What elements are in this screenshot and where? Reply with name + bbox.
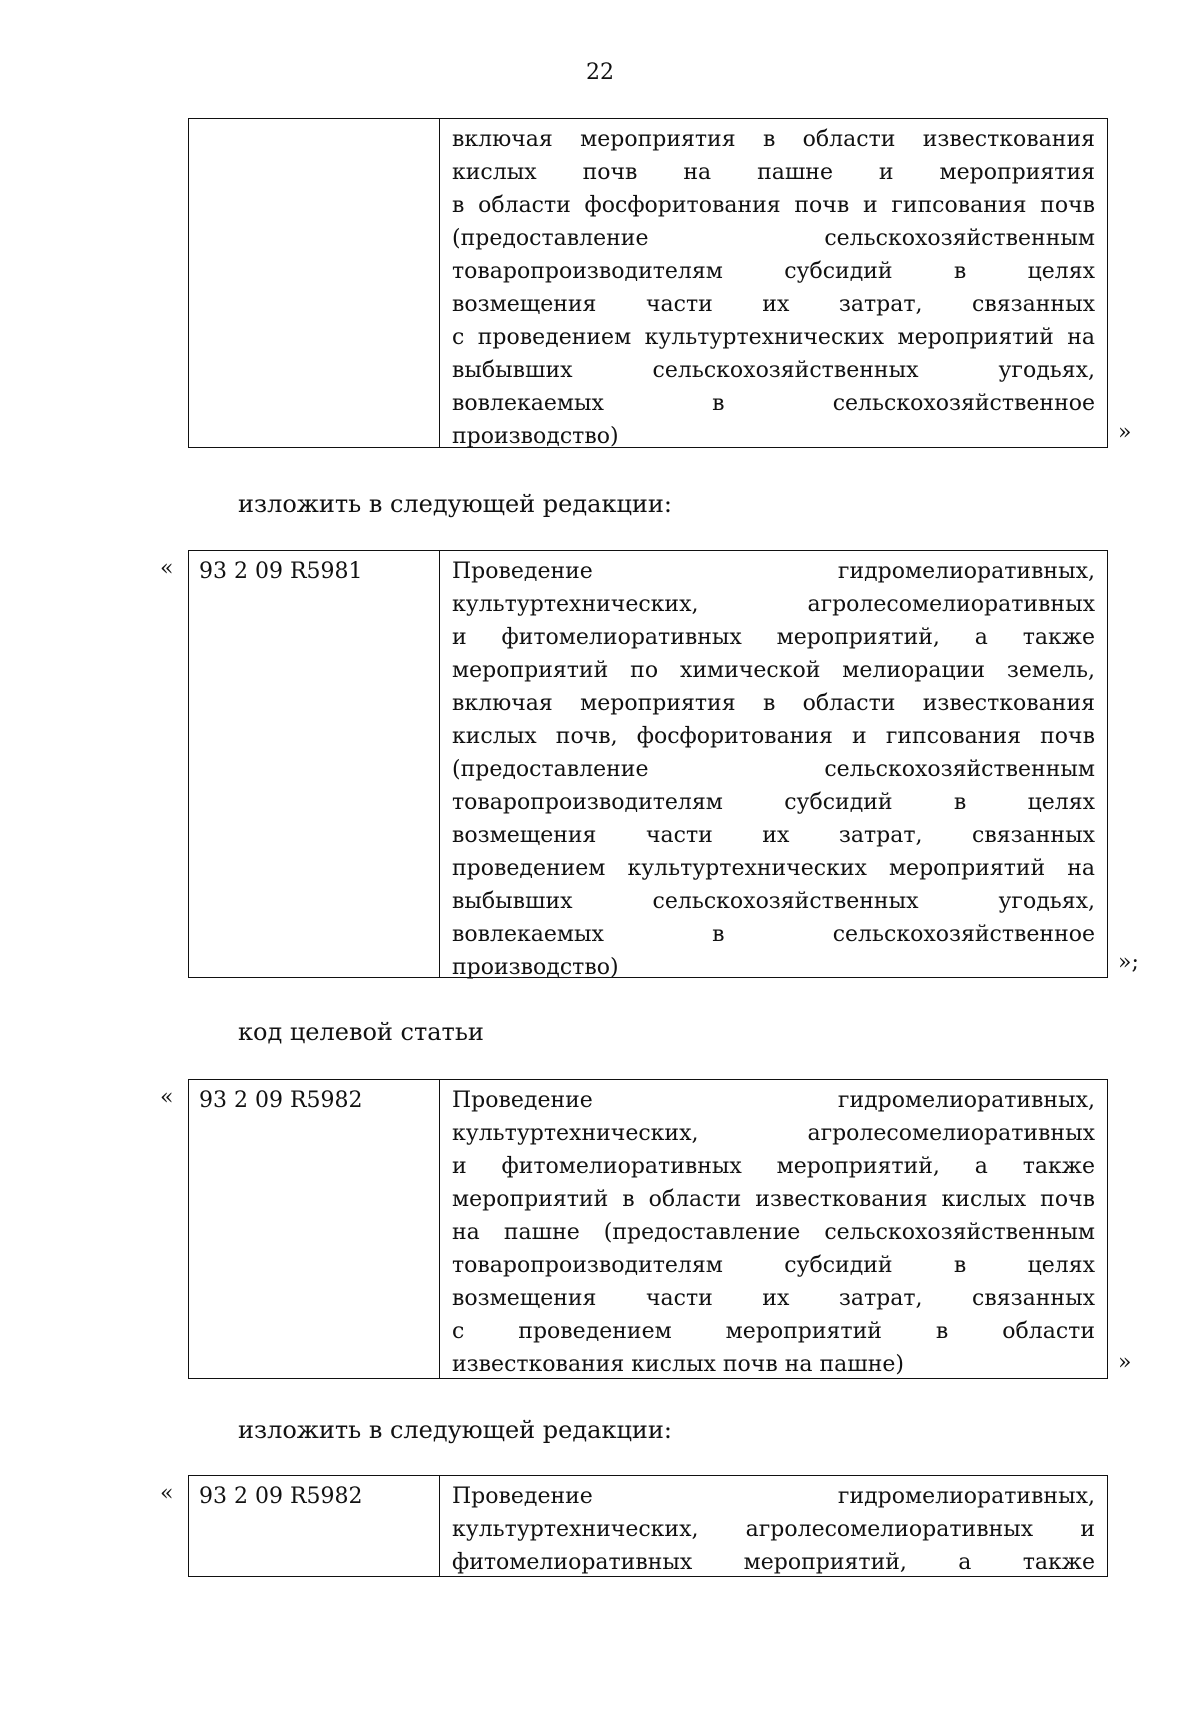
instruction-paragraph: изложить в следующей редакции: <box>238 490 672 518</box>
desc-line: кислых почв, фосфоритования и гипсования почв <box>452 724 1095 749</box>
desc-line: культуртехнических, агролесомелиоративных <box>452 1121 1095 1146</box>
code-cell: 93 2 09 R5982 <box>189 1476 440 1576</box>
open-quote: « <box>160 1481 174 1506</box>
close-quote: » <box>1118 420 1132 445</box>
open-quote: « <box>160 1085 174 1110</box>
desc-line: в области фосфоритования почв и гипсования почв <box>452 193 1095 218</box>
desc-line: возмещения части их затрат, связанных <box>452 823 1095 848</box>
desc-line: Проведение гидромелиоративных, <box>452 1088 1095 1113</box>
desc-line: товаропроизводителям субсидий в целях <box>452 259 1095 284</box>
description-cell <box>440 1080 1107 1378</box>
open-quote: « <box>160 556 174 581</box>
description-cell <box>440 551 1107 980</box>
desc-line: выбывших сельскохозяйственных угодьях, <box>452 889 1095 914</box>
code-cell <box>189 119 440 447</box>
desc-line: возмещения части их затрат, связанных <box>452 1286 1095 1311</box>
desc-line: с проведением мероприятий в области <box>452 1319 1095 1344</box>
close-quote: » <box>1118 1350 1132 1375</box>
desc-line: проведением культуртехнических мероприятий на <box>452 856 1095 881</box>
desc-line: и фитомелиоративных мероприятий, а также <box>452 625 1095 650</box>
desc-line: включая мероприятия в области известкования <box>452 127 1095 152</box>
desc-line: Проведение гидромелиоративных, <box>452 1484 1095 1509</box>
table-continuation <box>188 118 1108 448</box>
table-r5982-new <box>188 1475 1108 1577</box>
desc-line: культуртехнических, агролесомелиоративных <box>452 592 1095 617</box>
desc-line: товаропроизводителям субсидий в целях <box>452 790 1095 815</box>
desc-line: производство) <box>452 424 619 449</box>
desc-line: мероприятий в области известкования кислых почв <box>452 1187 1095 1212</box>
description-cell <box>440 119 1107 447</box>
table-r5981 <box>188 550 1108 978</box>
desc-line: вовлекаемых в сельскохозяйственное <box>452 391 1095 416</box>
desc-line: культуртехнических, агролесомелиоративных и <box>452 1517 1095 1542</box>
code-cell: 93 2 09 R5982 <box>189 1080 440 1378</box>
desc-line: (предоставление сельскохозяйственным <box>452 757 1095 782</box>
desc-line: включая мероприятия в области известкования <box>452 691 1095 716</box>
desc-line: кислых почв на пашне и мероприятия <box>452 160 1095 185</box>
close-quote: »; <box>1118 950 1139 975</box>
desc-line: на пашне (предоставление сельскохозяйственным <box>452 1220 1095 1245</box>
desc-line: Проведение гидромелиоративных, <box>452 559 1095 584</box>
desc-line: фитомелиоративных мероприятий, а также <box>452 1550 1095 1575</box>
page-number: 22 <box>586 60 614 85</box>
desc-line: мероприятий по химической мелиорации земель, <box>452 658 1095 683</box>
description-cell <box>440 1476 1107 1576</box>
desc-line: и фитомелиоративных мероприятий, а также <box>452 1154 1095 1179</box>
desc-line: вовлекаемых в сельскохозяйственное <box>452 922 1095 947</box>
desc-line: (предоставление сельскохозяйственным <box>452 226 1095 251</box>
table-r5982-old <box>188 1079 1108 1379</box>
desc-line: возмещения части их затрат, связанных <box>452 292 1095 317</box>
desc-line: товаропроизводителям субсидий в целях <box>452 1253 1095 1278</box>
instruction-paragraph: изложить в следующей редакции: <box>238 1416 672 1444</box>
desc-line: производство) <box>452 955 619 980</box>
instruction-paragraph: код целевой статьи <box>238 1018 484 1046</box>
desc-line: известкования кислых почв на пашне) <box>452 1352 904 1377</box>
desc-line: с проведением культуртехнических мероприятий на <box>452 325 1095 350</box>
code-cell: 93 2 09 R5981 <box>189 551 440 977</box>
desc-line: выбывших сельскохозяйственных угодьях, <box>452 358 1095 383</box>
